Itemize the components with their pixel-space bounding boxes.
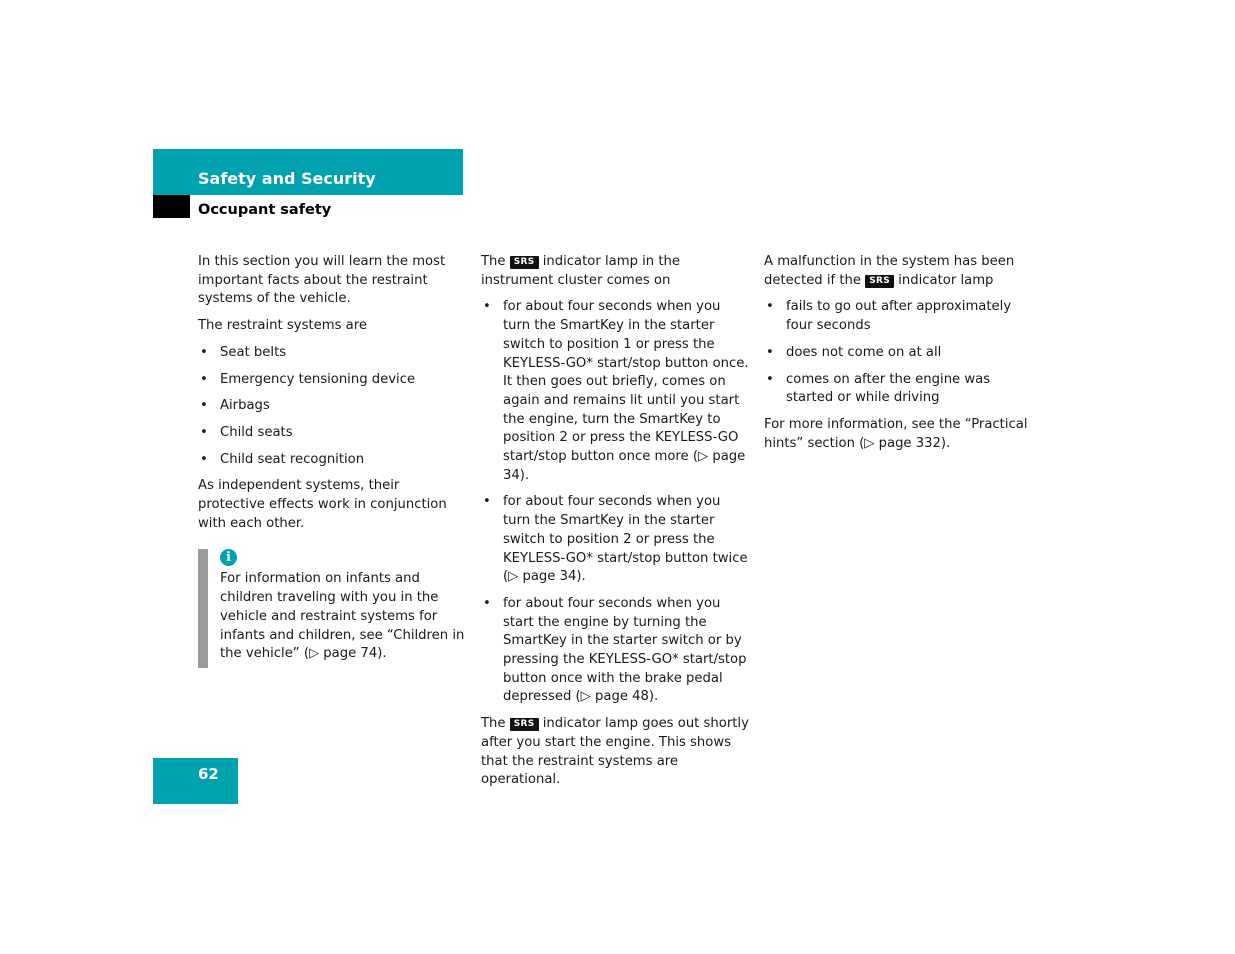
- list-item: • fails to go out after approximately four seconds: [766, 299, 1012, 334]
- malfunction-intro: A malfunction in the system has been detected if the SRS indicator lamp: [764, 254, 1015, 288]
- list-item: • for about four seconds when you turn the SmartKey in the starter switch to position 1 or press the KEYLESS-GO* start/stop button once. It then goes out briefly, comes on again and remains lit until you start the engine, turn the SmartKey to position 2 or press the KEYLESS-GO start/stop button once more (▷ page 34).: [483, 299, 749, 483]
- srs-outro: The SRS indicator lamp goes out shortly after you start the engine. This shows that the restraint systems are operational.: [481, 716, 749, 788]
- column-left: [198, 253, 468, 664]
- list-item: • for about four seconds when you start the engine by turning the SmartKey in the starter switch or by pressing the KEYLESS-GO* start/stop button once with the brake pedal depressed (▷ page 48).: [483, 595, 747, 705]
- list-item: • Airbags: [200, 398, 270, 414]
- page-number: 62: [198, 765, 219, 783]
- list-item: • Seat belts: [200, 344, 287, 360]
- more-info-paragraph: For more information, see the “Practical hints” section (▷ page 332).: [764, 416, 1028, 451]
- column-middle: [481, 253, 749, 798]
- srs-on-list: [481, 298, 749, 707]
- intro-paragraph: In this section you will learn the most important facts about the restraint systems of the vehicle.: [198, 254, 446, 307]
- list-item: • for about four seconds when you turn the SmartKey in the starter switch to position 2 or press the KEYLESS-GO* start/stop button twice (▷ page 34).: [483, 494, 748, 585]
- list-item: • Child seat recognition: [200, 451, 365, 467]
- section-title: Occupant safety: [198, 202, 332, 218]
- column-right: [764, 253, 1034, 461]
- restraint-list: [198, 344, 468, 470]
- restraint-intro: The restraint systems are: [198, 318, 367, 334]
- chapter-title: Safety and Security: [198, 169, 376, 188]
- independent-systems-paragraph: As independent systems, their protective effects work in conjunction with each other.: [198, 478, 447, 531]
- malfunction-list: [764, 298, 1034, 408]
- list-item: • comes on after the engine was started or while driving: [766, 371, 991, 406]
- note-text: For information on infants and children traveling with you in the vehicle and restraint systems for infants and children, see “Children in the vehicle” (▷ page 74).: [220, 571, 465, 662]
- info-note: [198, 549, 466, 664]
- section-marker: [153, 195, 190, 218]
- srs-indicator-icon: SRS: [510, 256, 539, 269]
- srs-indicator-icon: SRS: [510, 718, 539, 731]
- srs-intro: The SRS indicator lamp in the instrument cluster comes on: [481, 254, 680, 288]
- list-item: • Emergency tensioning device: [200, 371, 416, 387]
- info-icon: i: [220, 549, 237, 566]
- note-bar: [198, 549, 208, 668]
- list-item: • does not come on at all: [766, 344, 942, 360]
- srs-indicator-icon: SRS: [865, 275, 894, 288]
- page-number-box: [153, 758, 238, 804]
- list-item: • Child seats: [200, 424, 293, 440]
